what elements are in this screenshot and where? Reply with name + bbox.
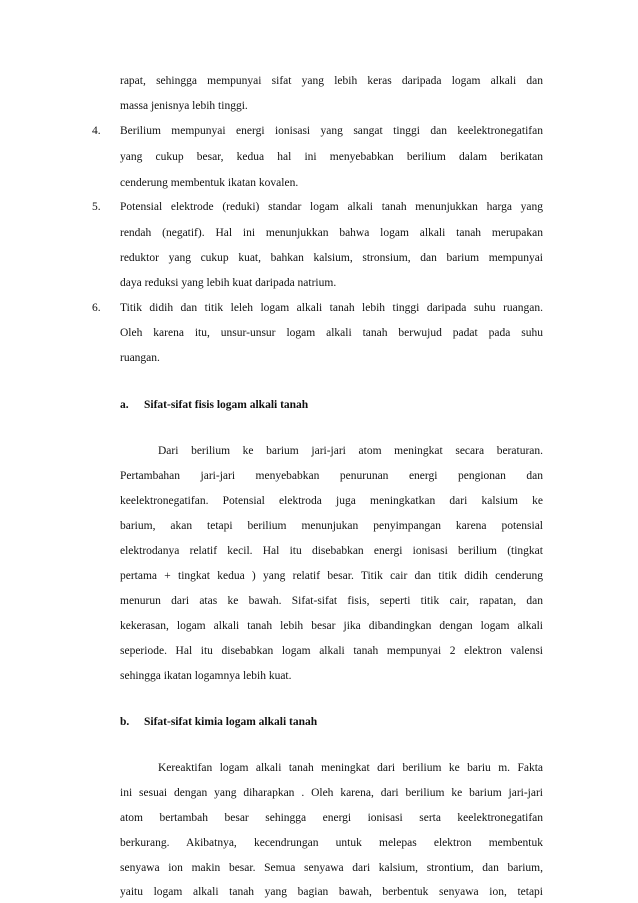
section-b-line-2: ini sesuai dengan yang diharapkan . Oleh karena, dari berilium ke barium jari-jari [120, 787, 543, 799]
item-5-number: 5. [92, 201, 101, 213]
section-a-line-1: Dari berilium ke barium jari-jari atom meningkat secara beraturan. [158, 445, 543, 457]
item-5-line-1: Potensial elektrode (reduki) standar logam alkali tanah menunjukkan harga yang [120, 201, 543, 213]
item-6-line-1: Titik didih dan titik leleh logam alkali tanah lebih tinggi daripada suhu ruangan. [120, 302, 543, 314]
section-a-line-10: sehingga ikatan logamnya lebih kuat. [120, 670, 292, 682]
item-5-line-2: rendah (negatif). Hal ini menunjukkan bahwa logam alkali tanah merupakan [120, 227, 543, 239]
item-5-line-3: reduktor yang cukup kuat, bahkan kalsium, stronsium, dan barium mempunyai [120, 252, 543, 264]
section-b-label: b. [120, 716, 130, 728]
item-3-line-1: rapat, sehingga mempunyai sifat yang lebih keras daripada logam alkali dan [120, 75, 543, 87]
section-a-title: Sifat-sifat fisis logam alkali tanah [144, 399, 309, 411]
item-4-line-2: yang cukup besar, kedua hal ini menyebabkan berilium dalam berikatan [120, 151, 543, 163]
section-a-line-6: pertama + tingkat kedua ) yang relatif besar. Titik cair dan titik didih cenderung [120, 570, 543, 582]
section-b-line-1: Kereaktifan logam alkali tanah meningkat dari berilium ke bariu m. Fakta [158, 762, 543, 774]
item-4-line-3: cenderung membentuk ikatan kovalen. [120, 177, 299, 189]
section-b-line-5: senyawa ion makin besar. Semua senyawa dari kalsium, strontium, dan barium, [120, 862, 543, 874]
item-6-line-3: ruangan. [120, 352, 160, 364]
section-a-line-8: kekerasan, logam alkali tanah lebih besar jika dibandingkan dengan logam alkali [120, 620, 543, 632]
item-5-line-4: daya reduksi yang lebih kuat daripada natrium. [120, 277, 337, 289]
section-a-line-2: Pertambahan jari-jari menyebabkan penurunan energi pengionan dan [120, 470, 543, 482]
item-6-line-2: Oleh karena itu, unsur-unsur logam alkali tanah berwujud padat pada suhu [120, 327, 543, 339]
item-6-number: 6. [92, 302, 101, 314]
section-b-heading [120, 715, 317, 729]
section-a-label: a. [120, 399, 129, 411]
section-a-line-9: seperiode. Hal itu disebabkan logam alkali tanah mempunyai 2 elektron valensi [120, 645, 543, 657]
item-4-number: 4. [92, 125, 101, 137]
section-a-line-5: elektrodanya relatif kecil. Hal itu disebabkan energi ionisasi berilium (tingkat [120, 545, 543, 557]
section-a-line-3: keelektronegatifan. Potensial elektroda juga meningkatkan dari kalsium ke [120, 495, 543, 507]
section-a-heading [120, 398, 308, 412]
section-b-line-3: atom bertambah besar sehingga energi ionisasi serta keelektronegatifan [120, 812, 543, 824]
section-b-line-6: yaitu logam alkali tanah yang bagian bawah, berbentuk senyawa ion, tetapi [120, 886, 543, 898]
section-a-line-7: menurun dari atas ke bawah. Sifat-sifat fisis, seperti titik cair, rapatan, dan [120, 595, 543, 607]
section-a-line-4: barium, akan tetapi berilium menunjukan penyimpangan karena potensial [120, 520, 543, 532]
section-b-line-4: berkurang. Akibatnya, kecendrungan untuk melepas elektron membentuk [120, 837, 543, 849]
item-3-line-2: massa jenisnya lebih tinggi. [120, 100, 248, 112]
section-b-title: Sifat-sifat kimia logam alkali tanah [144, 716, 318, 728]
item-4-line-1: Berilium mempunyai energi ionisasi yang sangat tinggi dan keelektronegatifan [120, 125, 543, 137]
